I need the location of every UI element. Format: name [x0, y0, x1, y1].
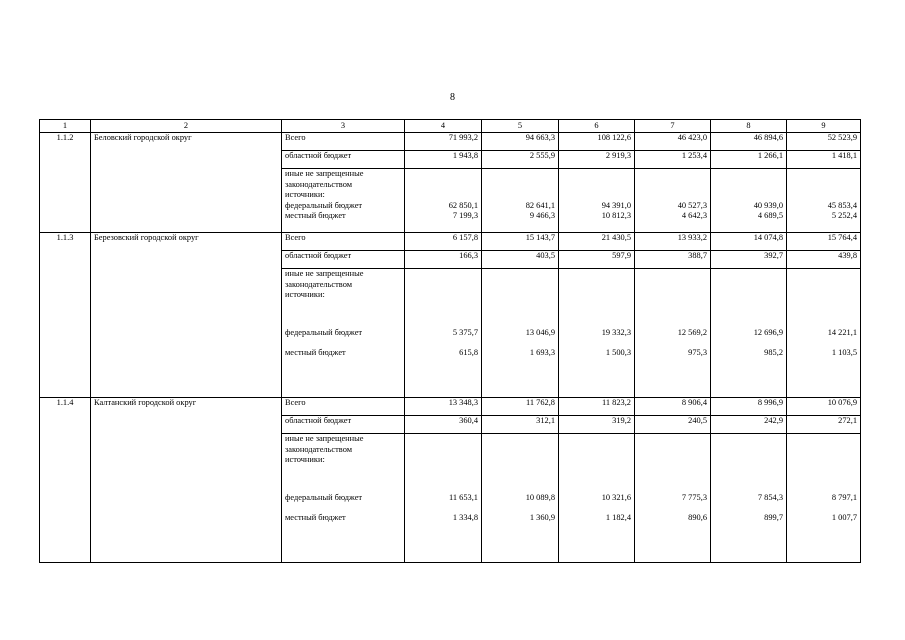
total-value: 13 933,2	[635, 233, 711, 251]
federal-value: 62 850,1	[448, 200, 478, 210]
district-name: Березовский городской округ	[91, 233, 282, 398]
other-sources-value-cell	[635, 169, 711, 233]
header-cell: 8	[711, 120, 787, 133]
header-cell: 1	[40, 120, 91, 133]
federal-value: 12 569,2	[677, 327, 707, 337]
federal-value: 11 653,1	[448, 492, 478, 502]
header-row	[40, 120, 861, 133]
other-sources-value-cell	[711, 269, 787, 398]
regional-value: 403,5	[482, 251, 559, 269]
local-value: 899,7	[764, 513, 783, 522]
spacer	[790, 169, 857, 201]
spacer	[714, 338, 783, 348]
regional-value: 319,2	[559, 416, 635, 434]
local-value: 615,8	[459, 348, 478, 357]
local-value: 985,2	[764, 348, 783, 357]
local-value: 1 360,9	[529, 513, 555, 522]
regional-value: 242,9	[711, 416, 787, 434]
spacer	[285, 338, 401, 348]
other-sources-label-line: источники:	[285, 455, 325, 464]
local-value: 1 500,3	[605, 348, 631, 357]
regional-value: 2 555,9	[482, 151, 559, 169]
other-sources-label-line: источники:	[285, 290, 325, 299]
total-label: Всего	[282, 398, 405, 416]
other-sources-cell	[282, 269, 405, 398]
federal-value: 8 797,1	[831, 492, 857, 502]
regional-value: 312,1	[482, 416, 559, 434]
regional-value: 1 253,4	[635, 151, 711, 169]
federal-value: 7 775,3	[681, 492, 707, 502]
other-sources-label-line: источники:	[285, 190, 325, 199]
header-cell: 4	[405, 120, 482, 133]
spacer	[408, 269, 478, 328]
total-value: 13 348,3	[405, 398, 482, 416]
regional-label: областной бюджет	[282, 416, 405, 434]
local-value: 9 466,3	[529, 211, 555, 220]
regional-label: областной бюджет	[282, 251, 405, 269]
total-value: 11 762,8	[482, 398, 559, 416]
total-value: 14 074,8	[711, 233, 787, 251]
other-sources-label	[285, 269, 401, 301]
regional-value: 1 418,1	[787, 151, 861, 169]
federal-value: 10 321,6	[601, 492, 631, 502]
spacer	[638, 503, 707, 513]
total-value: 10 076,9	[787, 398, 861, 416]
total-value: 52 523,9	[787, 133, 861, 151]
other-sources-label-line: законодательством	[285, 444, 353, 454]
other-sources-value-cell	[635, 434, 711, 563]
other-sources-value-cell	[787, 169, 861, 233]
regional-value: 1 266,1	[711, 151, 787, 169]
page-number: 8	[450, 92, 455, 103]
federal-value: 7 854,3	[757, 492, 783, 502]
federal-value: 40 527,3	[677, 200, 707, 210]
district-total-row	[40, 133, 861, 151]
total-value: 21 430,5	[559, 233, 635, 251]
other-sources-label-line: иные не запрещенные	[285, 434, 364, 443]
regional-value: 2 919,3	[559, 151, 635, 169]
spacer	[562, 269, 631, 328]
local-value: 1 103,5	[831, 348, 857, 357]
header-cell: 2	[91, 120, 282, 133]
local-value: 1 334,8	[452, 513, 478, 522]
other-sources-value-cell	[482, 169, 559, 233]
header-cell: 5	[482, 120, 559, 133]
spacer	[638, 434, 707, 493]
other-sources-value-cell	[405, 269, 482, 398]
other-sources-value-cell	[787, 269, 861, 398]
spacer	[485, 338, 555, 348]
spacer	[638, 338, 707, 348]
other-sources-value-cell	[635, 269, 711, 398]
local-value: 4 642,3	[681, 211, 707, 220]
other-sources-value-cell	[482, 434, 559, 563]
spacer	[790, 434, 857, 493]
local-value: 1 693,3	[529, 348, 555, 357]
federal-value: 19 332,3	[601, 327, 631, 337]
spacer	[485, 169, 555, 201]
spacer	[485, 503, 555, 513]
total-value: 71 993,2	[405, 133, 482, 151]
federal-value: 10 089,8	[525, 492, 555, 502]
total-value: 15 143,7	[482, 233, 559, 251]
spacer	[485, 434, 555, 493]
federal-value: 82 641,1	[525, 200, 555, 210]
regional-value: 439,8	[787, 251, 861, 269]
other-sources-cell	[282, 169, 405, 233]
other-sources-value-cell	[482, 269, 559, 398]
spacer	[638, 269, 707, 328]
other-sources-label	[285, 434, 401, 466]
total-value: 46 423,0	[635, 133, 711, 151]
local-value: 5 252,4	[831, 211, 857, 220]
spacer	[790, 338, 857, 348]
spacer	[714, 434, 783, 493]
total-value: 11 823,2	[559, 398, 635, 416]
total-label: Всего	[282, 233, 405, 251]
spacer	[562, 434, 631, 493]
total-value: 46 894,6	[711, 133, 787, 151]
other-sources-label-line: законодательством	[285, 179, 353, 189]
other-sources-value-cell	[711, 434, 787, 563]
local-value: 1 182,4	[605, 513, 631, 522]
regional-value: 388,7	[635, 251, 711, 269]
header-cell: 9	[787, 120, 861, 133]
budget-table	[39, 119, 861, 563]
spacer	[408, 169, 478, 201]
other-sources-value-cell	[559, 434, 635, 563]
district-code: 1.1.2	[40, 133, 91, 233]
local-value: 7 199,3	[452, 211, 478, 220]
spacer	[562, 169, 631, 201]
header-cell: 6	[559, 120, 635, 133]
regional-value: 166,3	[405, 251, 482, 269]
spacer	[714, 269, 783, 328]
federal-label: федеральный бюджет	[285, 492, 363, 502]
federal-label: федеральный бюджет	[285, 327, 363, 337]
regional-value: 360,4	[405, 416, 482, 434]
federal-value: 13 046,9	[525, 327, 555, 337]
federal-value: 5 375,7	[452, 327, 478, 337]
federal-value: 40 939,0	[753, 200, 783, 210]
spacer	[790, 503, 857, 513]
other-sources-cell	[282, 434, 405, 563]
federal-value: 94 391,0	[601, 200, 631, 210]
local-value: 4 689,5	[757, 211, 783, 220]
spacer	[285, 503, 401, 513]
header-cell: 7	[635, 120, 711, 133]
total-value: 108 122,6	[559, 133, 635, 151]
local-value: 1 007,7	[831, 513, 857, 522]
regional-value: 240,5	[635, 416, 711, 434]
total-value: 94 663,3	[482, 133, 559, 151]
district-code: 1.1.4	[40, 398, 91, 563]
other-sources-value-cell	[559, 269, 635, 398]
local-label: местный бюджет	[285, 513, 346, 522]
total-value: 8 906,4	[635, 398, 711, 416]
total-value: 15 764,4	[787, 233, 861, 251]
federal-value: 45 853,4	[827, 200, 857, 210]
spacer	[408, 434, 478, 493]
total-label: Всего	[282, 133, 405, 151]
federal-value: 14 221,1	[827, 327, 857, 337]
spacer	[285, 301, 401, 328]
other-sources-label-line: иные не запрещенные	[285, 169, 364, 178]
spacer	[714, 503, 783, 513]
regional-value: 392,7	[711, 251, 787, 269]
spacer	[790, 269, 857, 328]
other-sources-value-cell	[711, 169, 787, 233]
local-value: 10 812,3	[601, 211, 631, 220]
spacer	[562, 338, 631, 348]
federal-label: федеральный бюджет	[285, 200, 363, 210]
other-sources-value-cell	[405, 169, 482, 233]
spacer	[714, 169, 783, 201]
spacer	[638, 169, 707, 201]
spacer	[408, 503, 478, 513]
federal-value: 12 696,9	[753, 327, 783, 337]
local-value: 890,6	[688, 513, 707, 522]
header-cell: 3	[282, 120, 405, 133]
other-sources-value-cell	[559, 169, 635, 233]
regional-value: 272,1	[787, 416, 861, 434]
spacer	[285, 466, 401, 493]
total-value: 6 157,8	[405, 233, 482, 251]
other-sources-label-line: иные не запрещенные	[285, 269, 364, 278]
spacer	[485, 269, 555, 328]
table-body	[40, 133, 861, 563]
regional-value: 597,9	[559, 251, 635, 269]
spacer	[562, 503, 631, 513]
regional-value: 1 943,8	[405, 151, 482, 169]
total-value: 8 996,9	[711, 398, 787, 416]
district-name: Калтанский городской округ	[91, 398, 282, 563]
district-total-row	[40, 398, 861, 416]
local-label: местный бюджет	[285, 348, 346, 357]
other-sources-label-line: законодательством	[285, 279, 353, 289]
district-code: 1.1.3	[40, 233, 91, 398]
district-total-row	[40, 233, 861, 251]
regional-label: областной бюджет	[282, 151, 405, 169]
local-label: местный бюджет	[285, 211, 346, 220]
local-value: 975,3	[688, 348, 707, 357]
other-sources-value-cell	[405, 434, 482, 563]
spacer	[408, 338, 478, 348]
district-name: Беловский городской округ	[91, 133, 282, 233]
other-sources-value-cell	[787, 434, 861, 563]
other-sources-label	[285, 169, 401, 201]
